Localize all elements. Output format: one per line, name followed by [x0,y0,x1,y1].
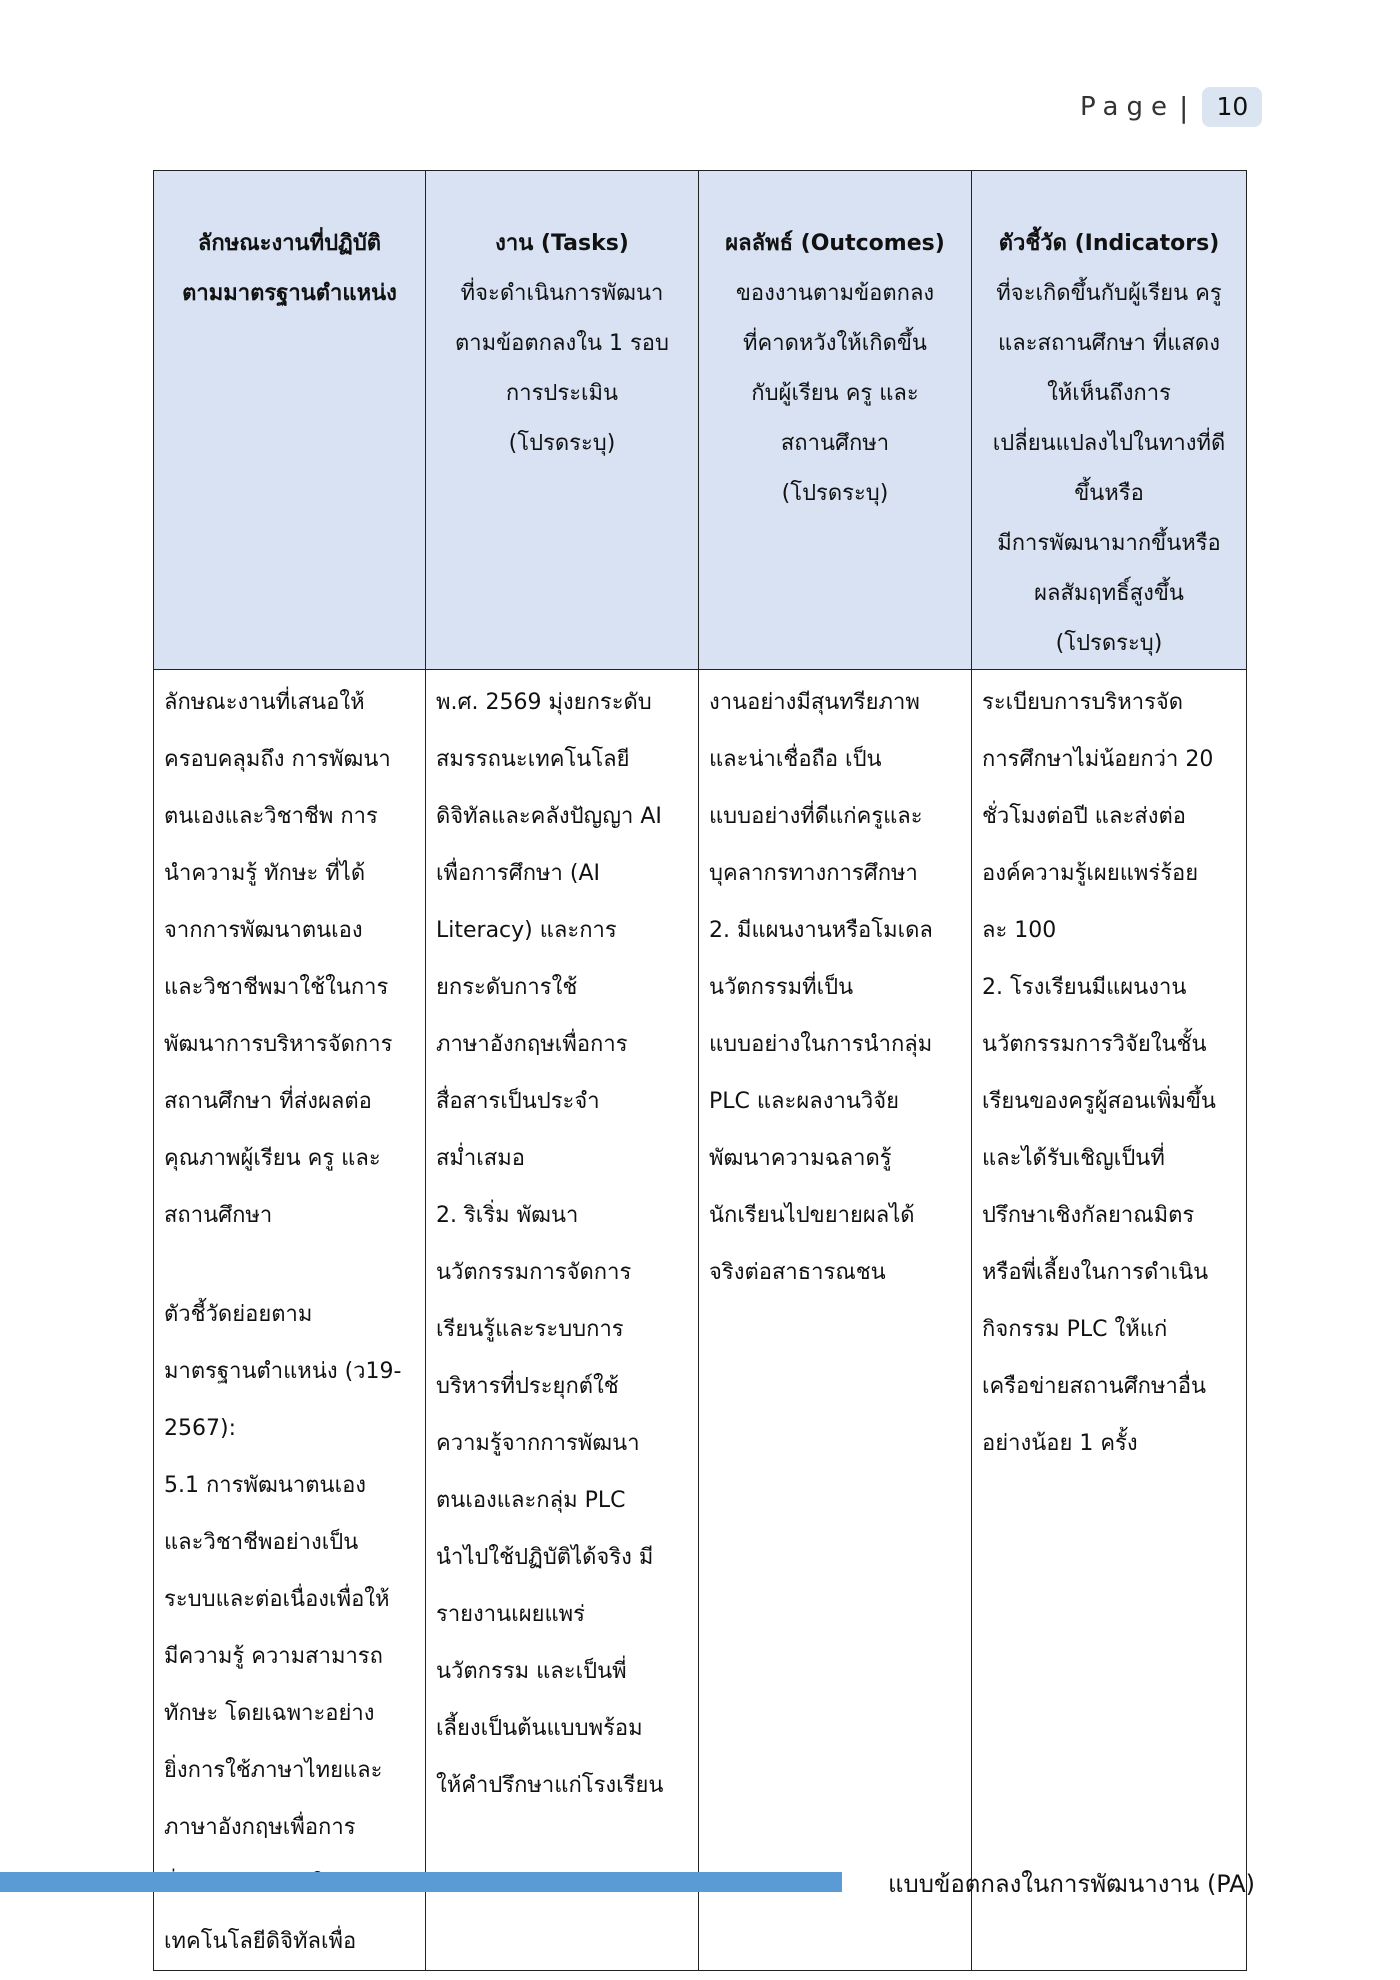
cell-text-line: เรียนรู้และระบบการ [436,1317,624,1342]
header-line: ที่จะดำเนินการพัฒนา [460,281,664,306]
cell-text-line: พ.ศ. 2569 มุ่งยกระดับ [436,690,652,715]
cell-text-line: ความรู้จากการพัฒนา [436,1431,640,1456]
cell-text-line: และวิชาชีพอย่างเป็น [164,1530,359,1555]
cell-text-line: 2. โรงเรียนมีแผนงาน [982,975,1187,1000]
cell-tasks [426,670,699,1971]
header-line: เปลี่ยนแปลงไปในทางที่ดี [992,431,1226,456]
cell-text-line: ให้คำปรึกษาแก่โรงเรียน [436,1773,664,1798]
cell-text-line: ปรึกษาเชิงกัลยาณมิตร [982,1203,1195,1228]
cell-text-line: หรือพี่เลี้ยงในการดำเนิน [982,1260,1209,1285]
header-line: ของงานตามข้อตกลง [735,281,935,306]
cell-text-line: สม่ำเสมอ [436,1146,525,1171]
cell-text-line: นักเรียนไปขยายผลได้ [709,1203,915,1228]
cell-text-line: อย่างน้อย 1 ครั้ง [982,1431,1138,1456]
cell-text-line: พัฒนาความฉลาดรู้ [709,1146,892,1171]
cell-text-line: ระบบและต่อเนื่องเพื่อให้ [164,1587,390,1612]
table-header-row [154,171,1247,670]
agreement-table [153,170,1247,1971]
cell-text-line: นวัตกรรมการวิจัยในชั้น [982,1032,1207,1057]
page-separator: | [1178,90,1189,124]
cell-text-line: กิจกรรม PLC ให้แก่ [982,1317,1168,1342]
header-line: ตามมาตรฐานตำแหน่ง [182,281,397,306]
header-line: (โปรดระบุ) [1055,631,1163,656]
column-header-standard [154,171,426,670]
cell-text-line: ชั่วโมงต่อปี และส่งต่อ [982,804,1186,829]
header-line: การประเมิน [505,381,619,406]
paragraph-gap [164,1244,415,1286]
header-line: และสถานศึกษา ที่แสดง [998,331,1220,356]
header-line: ผลสัมฤทธิ์สูงขึ้น [1034,581,1184,606]
header-line: ขึ้นหรือ [1074,481,1144,506]
column-header-indicators [972,171,1247,670]
cell-text-line: ตนเองและวิชาชีพ การ [164,804,378,829]
header-line: สถานศึกษา [780,431,890,456]
cell-text-line: ทักษะ โดยเฉพาะอย่าง [164,1701,375,1726]
cell-text-line: นวัตกรรมที่เป็น [709,975,854,1000]
cell-text-line: การศึกษาไม่น้อยกว่า 20 [982,747,1214,772]
cell-text-line: นำไปใช้ปฏิบัติได้จริง มี [436,1545,654,1570]
cell-text-line: ภาษาอังกฤษเพื่อการ [436,1032,628,1057]
cell-text-line: 5.1 การพัฒนาตนเอง [164,1473,367,1498]
column-header-tasks [426,171,699,670]
cell-text-line: แบบอย่างที่ดีแก่ครูและ [709,804,923,829]
header-line: ผลลัพธ์ (Outcomes) [725,231,945,256]
cell-text-line: ระเบียบการบริหารจัด [982,690,1184,715]
cell-text-line: PLC และผลงานวิจัย [709,1089,899,1114]
page-header [1080,86,1262,128]
cell-text-line: เทคโนโลยีดิจิทัลเพื่อ [164,1929,357,1954]
header-line: ลักษณะงานที่ปฏิบัติ [197,231,382,256]
cell-text-line: นวัตกรรมการจัดการ [436,1260,632,1285]
cell-text-line: นำความรู้ ทักษะ ที่ได้ [164,861,366,886]
cell-text-line: จากการพัฒนาตนเอง [164,918,363,943]
header-line: ที่คาดหวังให้เกิดขึ้น [743,331,927,356]
cell-text-line: และวิชาชีพมาใช้ในการ [164,975,389,1000]
header-line: งาน (Tasks) [495,231,629,256]
cell-text-line: บริหารที่ประยุกต์ใช้ [436,1374,619,1399]
cell-text-line: จริงต่อสาธารณชน [709,1260,886,1285]
cell-text-line: สื่อสารเป็นประจำ [436,1089,600,1114]
page-label: Page [1080,92,1175,122]
cell-text-line: นวัตกรรม และเป็นพี่ [436,1659,627,1684]
cell-text-line: และน่าเชื่อถือ เป็น [709,747,882,772]
header-line: (โปรดระบุ) [781,481,889,506]
cell-text-line: เครือข่ายสถานศึกษาอื่น [982,1374,1207,1399]
table-row [154,670,1247,1971]
column-header-outcomes [699,171,972,670]
cell-text-line: ครอบคลุมถึง การพัฒนา [164,747,391,772]
cell-text-line: พัฒนาการบริหารจัดการ [164,1032,393,1057]
cell-text-line: สถานศึกษา [164,1203,273,1228]
cell-text-line: ภาษาอังกฤษเพื่อการ [164,1815,356,1840]
header-line: (โปรดระบุ) [508,431,616,456]
cell-text-line: แบบอย่างในการนำกลุ่ม [709,1032,933,1057]
cell-text-line: 2. ริเริ่ม พัฒนา [436,1203,579,1228]
cell-text-line: 2. มีแผนงานหรือโมเดล [709,918,933,943]
cell-text-line: เพื่อการศึกษา (AI [436,861,600,886]
cell-text-line: ลักษณะงานที่เสนอให้ [164,690,365,715]
cell-text-line: มีความรู้ ความสามารถ [164,1644,383,1669]
cell-text-line: สถานศึกษา ที่ส่งผลต่อ [164,1089,372,1114]
cell-text-line: ตนเองและกลุ่ม PLC [436,1488,626,1513]
cell-text-line: Literacy) และการ [436,918,617,943]
footer-title: แบบข้อตกลงในการพัฒนางาน (PA) [888,1870,1256,1898]
cell-text-line: ละ 100 [982,918,1057,943]
cell-text-line: องค์ความรู้เผยแพร่ร้อย [982,861,1199,886]
footer-bar [0,1872,842,1892]
page-number-badge: 10 [1202,87,1262,127]
cell-text-line: และได้รับเชิญเป็นที่ [982,1146,1165,1171]
cell-outcomes [699,670,972,1971]
cell-standard [154,670,426,1971]
cell-text-line: คุณภาพผู้เรียน ครู และ [164,1146,381,1171]
cell-text-line: ยิ่งการใช้ภาษาไทยและ [164,1758,383,1783]
cell-text-line: ตัวชี้วัดย่อยตาม [164,1302,313,1327]
header-line: ตามข้อตกลงใน 1 รอบ [455,331,669,356]
cell-text-line: สมรรถนะเทคโนโลยี [436,747,630,772]
cell-text-line: รายงานเผยแพร่ [436,1602,585,1627]
cell-text-line: เรียนของครูผู้สอนเพิ่มขึ้น [982,1089,1216,1114]
cell-text-line: ยกระดับการใช้ [436,975,578,1000]
header-line: มีการพัฒนามากขึ้นหรือ [997,531,1221,556]
header-line: กับผู้เรียน ครู และ [751,381,919,406]
header-line: ตัวชี้วัด (Indicators) [998,231,1220,256]
cell-text-line: เลี้ยงเป็นต้นแบบพร้อม [436,1716,643,1741]
cell-text-line: บุคลากรทางการศึกษา [709,861,918,886]
cell-text-line: 2567): [164,1416,236,1441]
cell-text-line: มาตรฐานตำแหน่ง (ว19- [164,1359,402,1384]
cell-text-line: ดิจิทัลและคลังปัญญา AI [436,804,662,829]
header-line: ที่จะเกิดขึ้นกับผู้เรียน ครู [996,281,1222,306]
header-line: ให้เห็นถึงการ [1047,381,1171,406]
cell-text-line: งานอย่างมีสุนทรียภาพ [709,690,920,715]
cell-indicators [972,670,1247,1971]
